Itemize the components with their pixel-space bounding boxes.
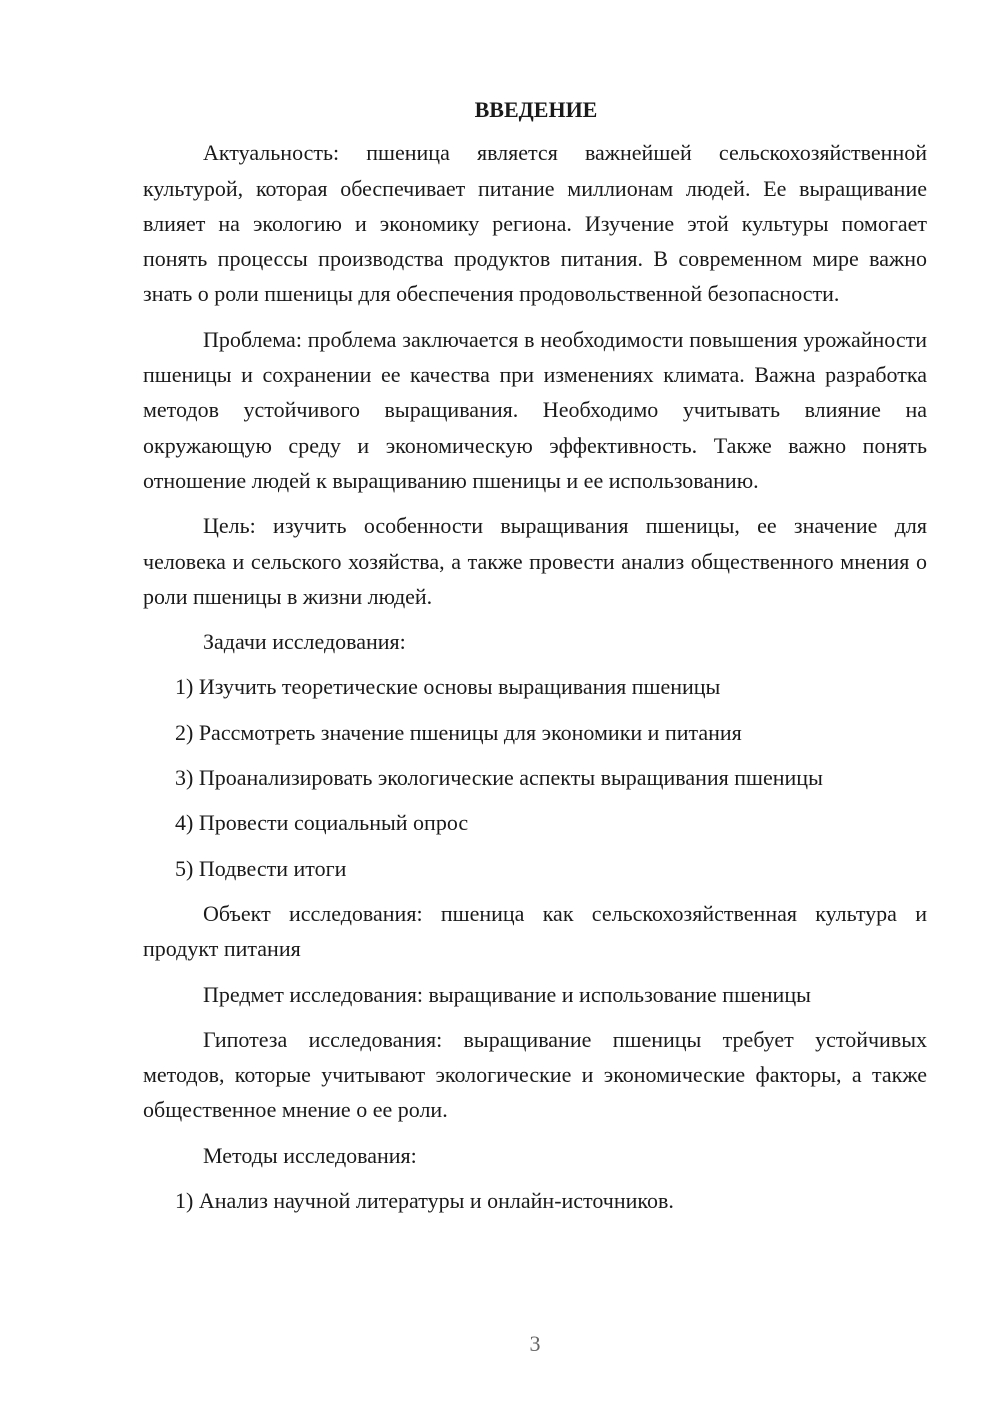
tasks-heading: Задачи исследования: [203,629,406,655]
methods-heading: Методы исследования: [203,1142,417,1168]
list-item: 5) Подвести итоги [175,855,347,881]
list-item: 4) Провести социальный опрос [175,810,469,836]
list-item: 1) Анализ научной литературы и онлайн-источников. [175,1188,674,1214]
paragraph-object: Объект исследования: пшеница как сельскохозяйственная культура и продукт питания [143,900,927,962]
list-item: 3) Проанализировать экологические аспекты выращивания пшеницы [175,765,823,791]
page-title: ВВЕДЕНИЕ [474,97,598,122]
document-page [143,92,927,1228]
list-item: 1) Изучить теоретические основы выращивания пшеницы [175,674,721,700]
paragraph-problem: Проблема: проблема заключается в необходимости повышения урожайности пшеницы и сохранении ее качества при изменениях климата. Важна разработка методов устойчивого выращивания. Необходимо учитывать влияние на окружающую среду и экономическую эффективность. Также важно понять отношение людей к выращиванию пшеницы и ее использованию. [143,326,927,493]
paragraph-goal: Цель: изучить особенности выращивания пшеницы, ее значение для человека и сельского хозяйства, а также провести анализ общественного мнения о роли пшеницы в жизни людей. [143,513,927,609]
methods-list [143,1183,927,1218]
tasks-list [143,669,927,885]
page-number: 3 [529,1331,541,1356]
list-item: 2) Рассмотреть значение пшеницы для экономики и питания [175,719,742,745]
paragraph-relevance: Актуальность: пшеница является важнейшей сельскохозяйственной культурой, которая обеспечивает питание миллионам людей. Ее выращивание влияет на экологию и экономику региона. Изучение этой культуры помогает понять процессы производства продуктов питания. В современном мире важно знать о роли пшеницы для обеспечения продовольственной безопасности. [143,140,927,307]
paragraph-subject: Предмет исследования: выращивание и использование пшеницы [203,981,811,1007]
paragraph-hypothesis: Гипотеза исследования: выращивание пшеницы требует устойчивых методов, которые учитывают экологические и экономические факторы, а также общественное мнение о ее роли. [143,1026,927,1123]
